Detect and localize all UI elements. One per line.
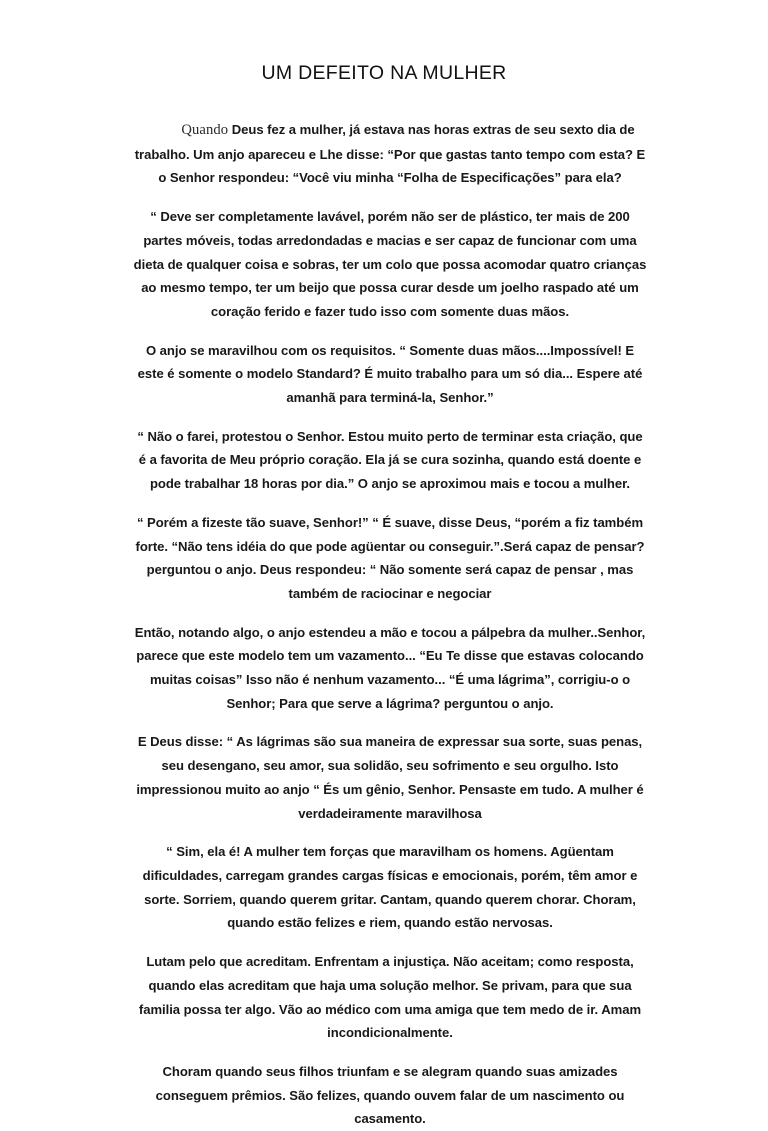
paragraph-1-text: Deus fez a mulher, já estava nas horas extras de seu sexto dia de trabalho. Um anjo apareceu e Lhe disse: “Por que gastas tanto tempo com esta? E o Senhor respondeu: “Você viu minha “Folha de Especificações” para ela?	[134, 122, 646, 186]
paragraph-8: “ Sim, ela é! A mulher tem forças que maravilham os homens. Agüentam dificuldades, carregam grandes cargas físicas e emocionais, porém, têm amor e sorte. Sorriem, quando querem gritar. Cantam, quando querem chorar. Choram, quando estão felizes e riem, quando estão nervosas.	[142, 844, 638, 931]
page-title: UM DEFEITO NA MULHER	[261, 62, 507, 85]
paragraph-9: Lutam pelo que acreditam. Enfrentam a injustiça. Não aceitam; como resposta, quando elas acreditam que haja uma solução melhor. Se privam, para que sua familia possa ter algo. Vão ao médico com uma amiga que tem medo de ir. Amam incondicionalmente.	[138, 954, 642, 1041]
paragraph-4: “ Não o farei, protestou o Senhor. Estou muito perto de terminar esta criação, que é a favorita de Meu próprio coração. Ela já se cura sozinha, quando está doente e pode trabalhar 18 horas por dia.” O anjo se aproximou mais e tocou a mulher.	[137, 428, 643, 492]
paragraph-2: “ Deve ser completamente lavável, porém não ser de plástico, ter mais de 200 partes móveis, todas arredondadas e macias e ser capaz de funcionar com uma dieta de qualquer coisa e sobras, ter um colo que possa acomodar quatro crianças ao mesmo tempo, ter um beijo que possa curar desde um joelho raspado até um coração ferido e fazer tudo isso com somente duas mãos.	[133, 209, 647, 319]
paragraph-6: Então, notando algo, o anjo estendeu a mão e tocou a pálpebra da mulher..Senhor, parece que este modelo tem um vazamento... “Eu Te disse que estavas colocando muitas coisas” Isso não é nenhum vazamento... “É uma lágrima”, corrigiu-o o Senhor; Para que serve a lágrima? perguntou o anjo.	[134, 624, 646, 711]
document-body	[132, 118, 648, 1131]
paragraph-1	[132, 118, 648, 190]
paragraph-7: E Deus disse: “ As lágrimas são sua maneira de expressar sua sorte, suas penas, seu desengano, seu amor, sua solidão, seu sofrimento e seu orgulho. Isto impressionou muito ao anjo “ És um gênio, Senhor. Pensaste em tudo. A mulher é verdadeiramente maravilhosa	[136, 734, 644, 821]
paragraph-3: O anjo se maravilhou com os requisitos. “ Somente duas mãos....Impossível! E este é somente o modelo Standard? É muito trabalho para um só dia... Espere até amanhã para terminá-la, Senhor.”	[137, 342, 643, 406]
paragraph-1-lead-word: Quando	[181, 122, 229, 138]
paragraph-5: “ Porém a fizeste tão suave, Senhor!” “ É suave, disse Deus, “porém a fiz também forte. “Não tens idéia do que pode agüentar ou conseguir.”.Será capaz de pensar? perguntou o anjo. Deus respondeu: “ Não somente será capaz de pensar , mas também de raciocinar e negociar	[135, 514, 645, 601]
paragraph-10: Choram quando seus filhos triunfam e se alegram quando suas amizades conseguem prêmios. São felizes, quando ouvem falar de um nascimento ou casamento.	[155, 1063, 625, 1127]
